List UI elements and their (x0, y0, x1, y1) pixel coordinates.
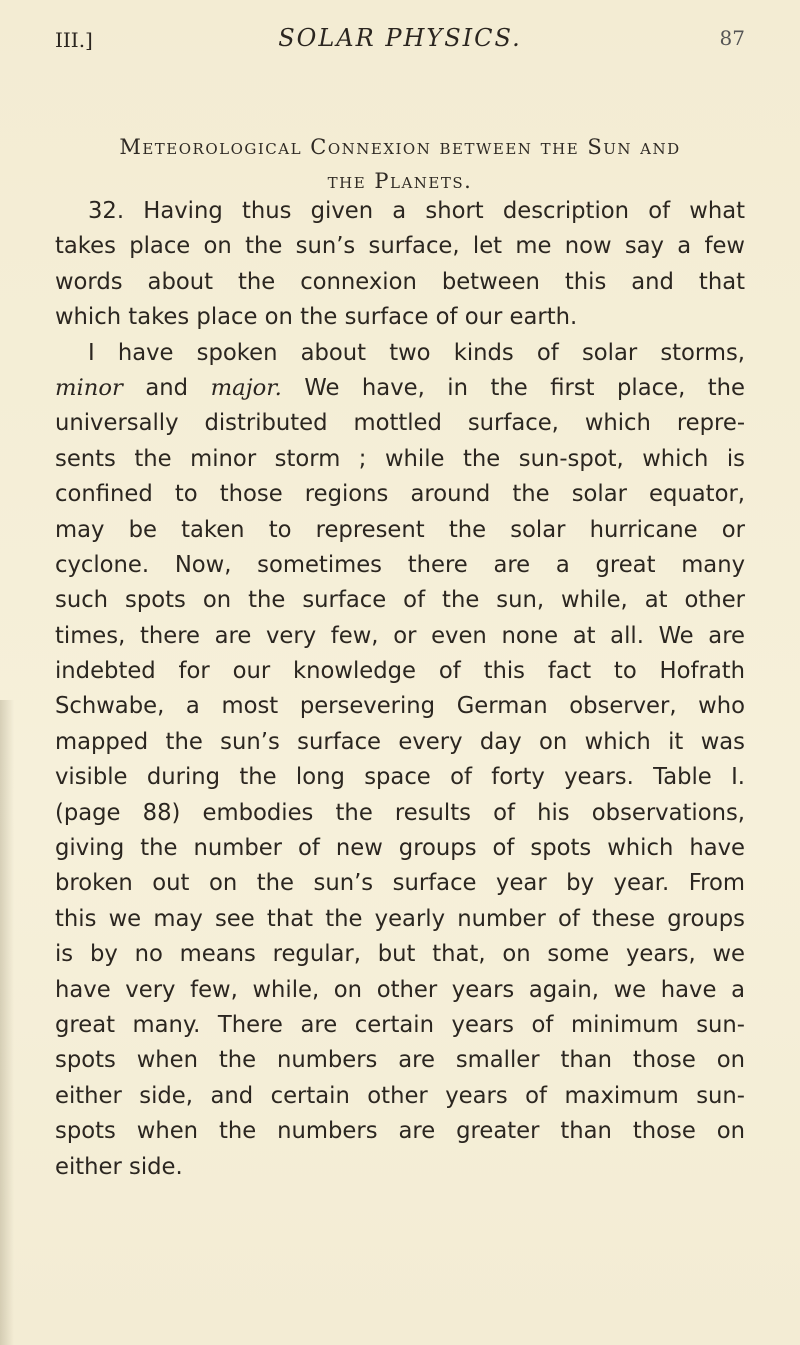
text-line: either side, and certain other years of maximum sun- (55, 1082, 745, 1109)
text-line: broken out on the sun’s surface year by year. From (55, 870, 745, 897)
text-line: this we may see that the yearly number of these groups (55, 905, 745, 932)
page-edge-shadow (0, 700, 14, 1345)
text-line: mapped the sun’s surface every day on which it was (55, 728, 745, 755)
page-number: 87 (719, 26, 745, 50)
text-line: giving the number of new groups of spots which have (55, 835, 745, 862)
section-title-line-1: Meteorological Connexion between the Sun and (119, 135, 681, 159)
text-line: words about the connexion between this and that (55, 268, 745, 295)
text-line: indebted for our knowledge of this fact to Hofrath (55, 658, 745, 685)
term-minor: minor (55, 374, 123, 401)
body-text (55, 194, 745, 1185)
text-line: takes place on the sun’s surface, let me now say a few (55, 233, 745, 260)
text-line: visible during the long space of forty years. Table I. (55, 764, 745, 791)
text-line: sents the minor storm ; while the sun-spot, which is (55, 445, 745, 472)
text-line: is by no means regular, but that, on some years, we (55, 941, 745, 968)
text-line-emphasis (55, 371, 745, 406)
text-line: I have spoken about two kinds of solar storms, (88, 339, 745, 366)
text-line: universally distributed mottled surface, which repre- (55, 410, 745, 437)
text-line: times, there are very few, or even none at all. We are (55, 622, 745, 649)
text-fragment: and (122, 374, 211, 401)
term-major: major. (210, 374, 282, 401)
text-line: (page 88) embodies the results of his observations, (55, 799, 745, 826)
text-line: have very few, while, on other years again, we have a (55, 976, 745, 1003)
text-line: either side. (55, 1153, 183, 1180)
section-title (60, 130, 740, 198)
text-line: 32. Having thus given a short description of what (88, 198, 745, 224)
text-line: Schwabe, a most persevering German observer, who (55, 693, 745, 720)
chapter-marker: III.] (55, 28, 93, 52)
text-line: spots when the numbers are smaller than those on (55, 1047, 745, 1074)
text-line: great many. There are certain years of minimum sun- (55, 1011, 745, 1038)
section-title-line-2: the Planets. (327, 169, 473, 193)
running-head (55, 24, 745, 64)
text-line: confined to those regions around the solar equator, (55, 481, 745, 508)
running-title: SOLAR PHYSICS. (278, 24, 522, 52)
text-line: which takes place on the surface of our earth. (55, 304, 578, 331)
text-line: such spots on the surface of the sun, while, at other (55, 587, 745, 614)
text-line: may be taken to represent the solar hurricane or (55, 516, 745, 543)
text-line: spots when the numbers are greater than those on (55, 1118, 745, 1145)
text-fragment: We have, in the first place, the (281, 374, 746, 401)
text-line: cyclone. Now, sometimes there are a great many (55, 551, 745, 578)
